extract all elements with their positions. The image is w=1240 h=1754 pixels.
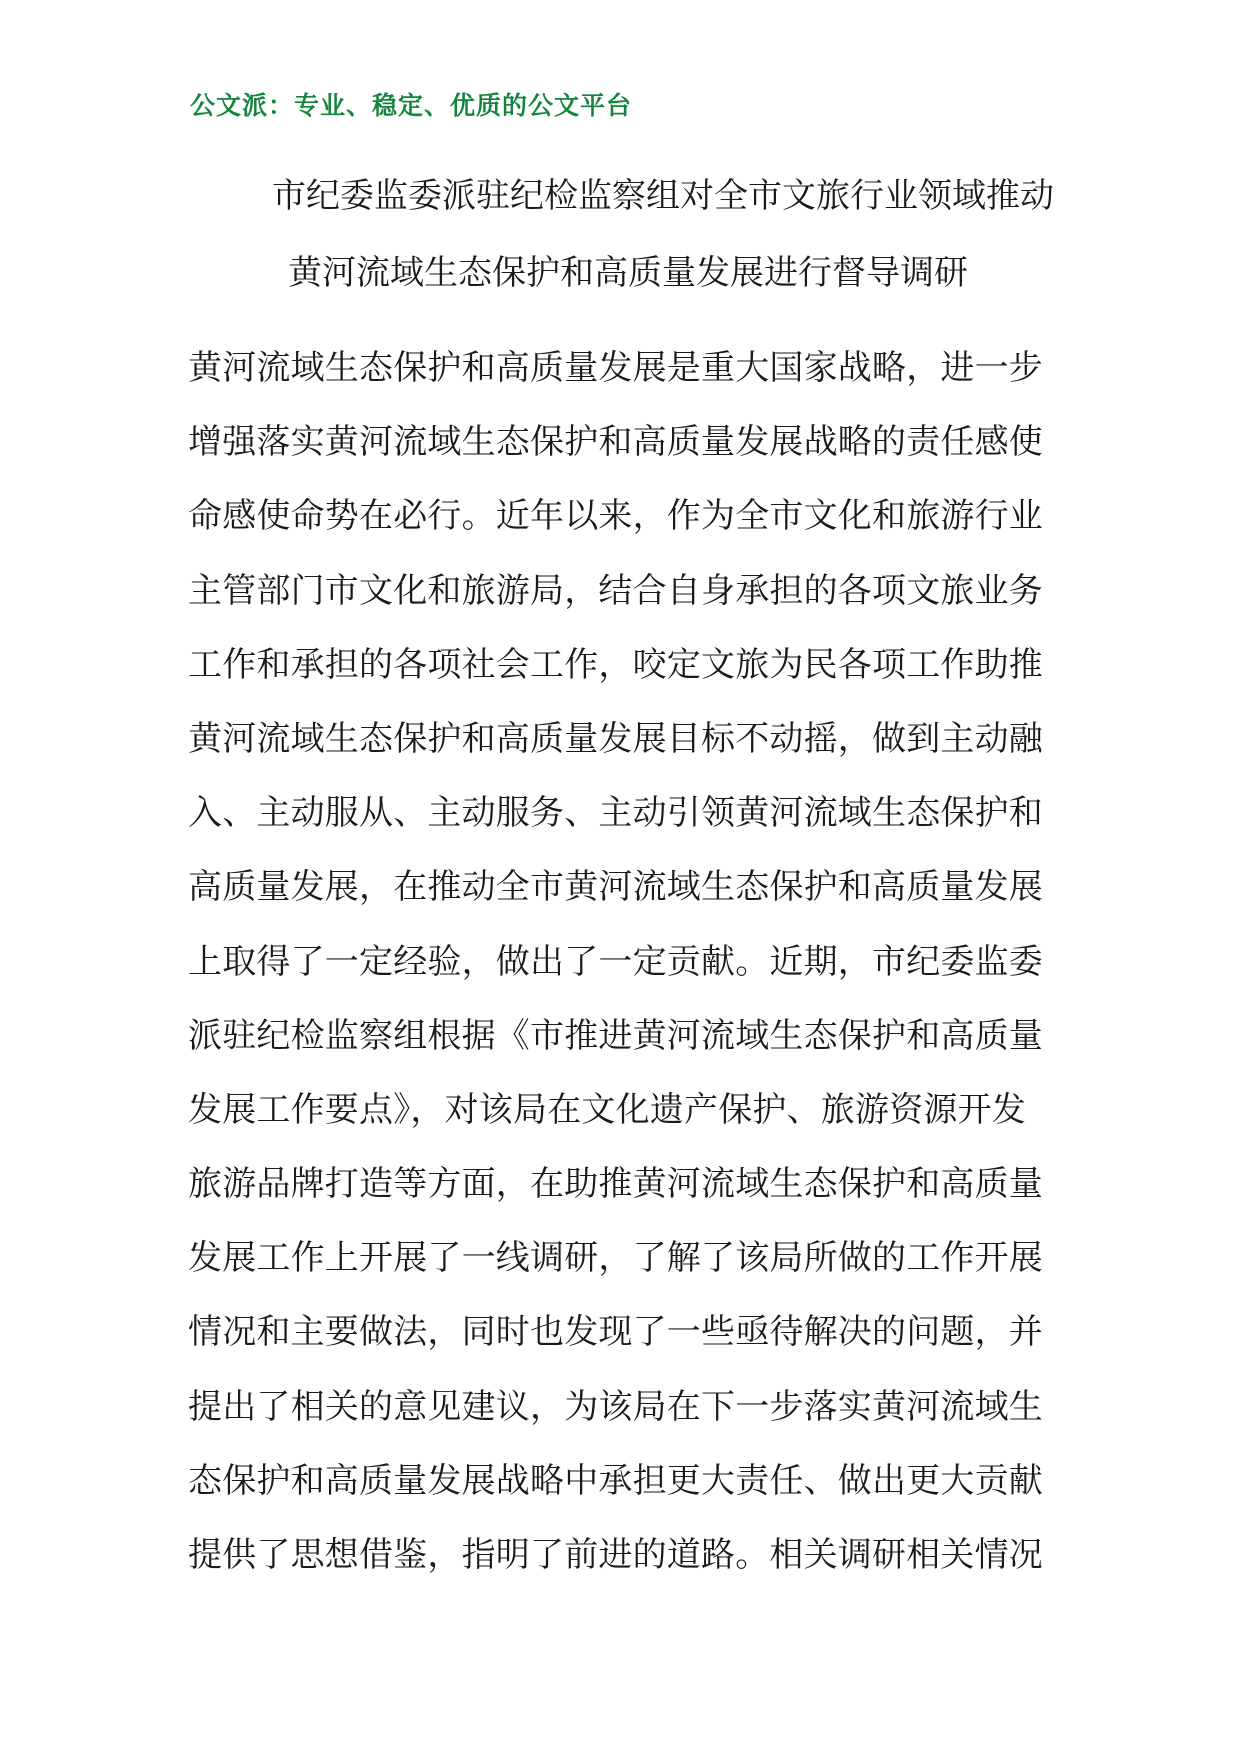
body-text-line: 提供了思想借鉴，指明了前进的道路。相关调研相关情况 xyxy=(188,1535,1043,1575)
body-text-line: 高质量发展，在推动全市黄河流域生态保护和高质量发展 xyxy=(188,867,1043,908)
body-text-line: 主管部门市文化和旅游局，结合自身承担的各项文旅业务 xyxy=(188,570,1043,611)
body-text-line: 上取得了一定经验，做出了一定贡献。近期，市纪委监委 xyxy=(188,941,1043,982)
body-text-line: 工作和承担的各项社会工作，咬定文旅为民各项工作助推 xyxy=(188,644,1043,685)
body-text-line: 黄河流域生态保护和高质量发展是重大国家战略，进一步 xyxy=(188,348,1043,388)
body-text-line: 入、主动服从、主动服务、主动引领黄河流域生态保护和 xyxy=(188,793,1043,834)
body-text-line: 情况和主要做法，同时也发现了一些亟待解决的问题，并 xyxy=(188,1312,1043,1353)
site-banner: 公文派：专业、稳定、优质的公文平台 xyxy=(190,91,633,120)
body-text-line: 发展工作上开展了一线调研，了解了该局所做的工作开展 xyxy=(188,1238,1043,1279)
document-body xyxy=(188,331,1068,1592)
body-text-line: 发展工作要点》，对该局在文化遗产保护、旅游资源开发 xyxy=(188,1089,1026,1130)
body-text-line: 命感使命势在必行。近年以来，作为全市文化和旅游行业 xyxy=(188,496,1043,537)
body-text-line: 黄河流域生态保护和高质量发展目标不动摇，做到主动融 xyxy=(188,718,1043,759)
body-text-line: 态保护和高质量发展战略中承担更大责任、做出更大贡献 xyxy=(188,1460,1043,1501)
body-text-line: 派驻纪检监察组根据《市推进黄河流域生态保护和高质量 xyxy=(188,1015,1043,1056)
body-text-line: 旅游品牌打造等方面，在助推黄河流域生态保护和高质量 xyxy=(188,1164,1043,1205)
document-title-line: 黄河流域生态保护和高质量发展进行督导调研 xyxy=(288,253,968,293)
body-text-line: 增强落实黄河流域生态保护和高质量发展战略的责任感使 xyxy=(188,422,1043,463)
body-text-line: 提出了相关的意见建议，为该局在下一步落实黄河流域生 xyxy=(188,1386,1043,1427)
document-title-line: 市纪委监委派驻纪检监察组对全市文旅行业领域推动 xyxy=(272,176,1054,216)
